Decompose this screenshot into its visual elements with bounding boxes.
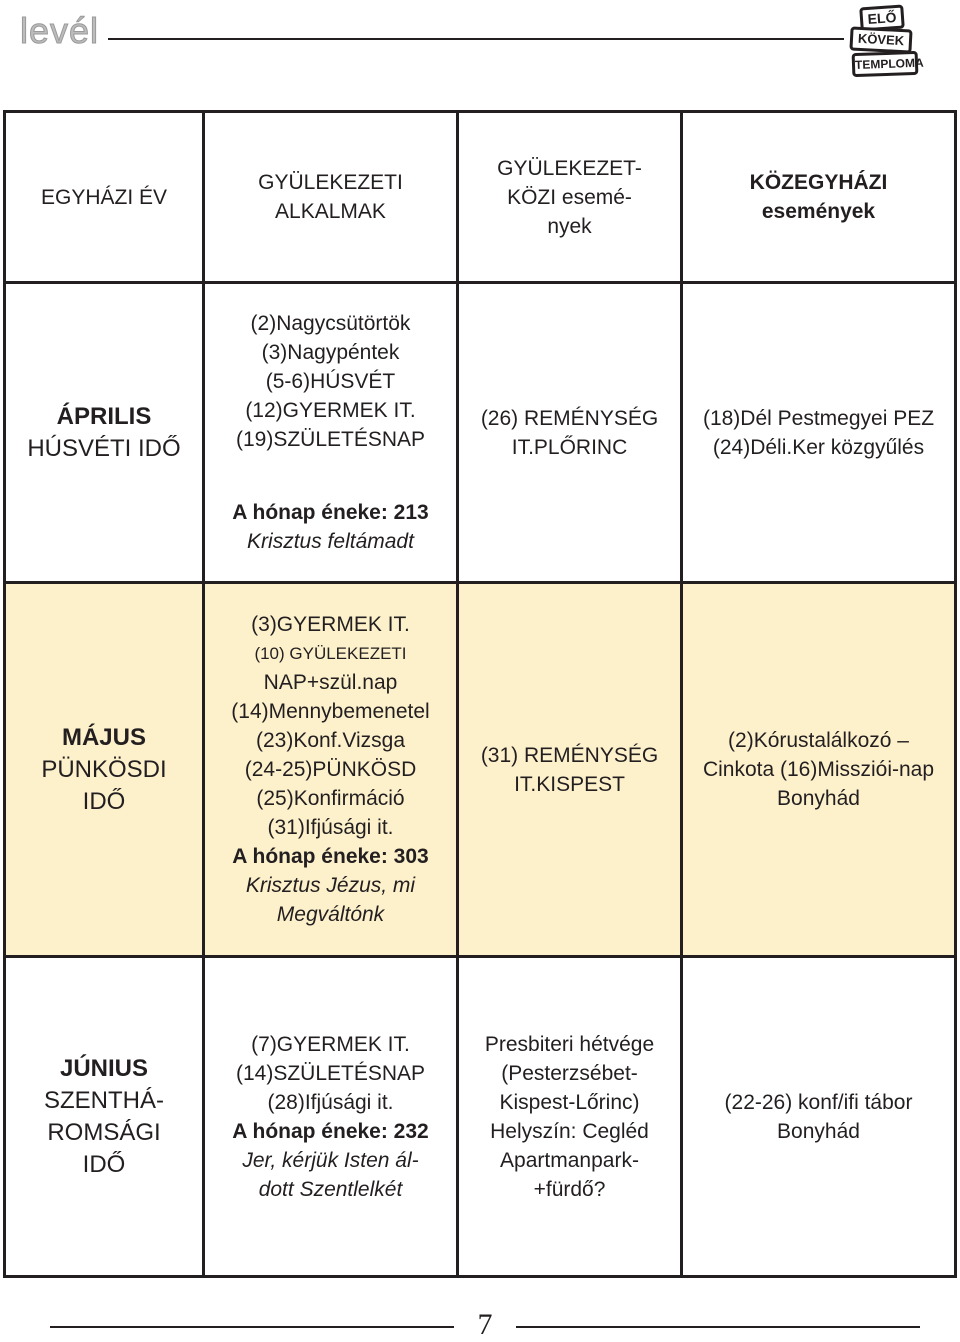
month-label: ÁPRILIS [56,402,152,430]
event-item: Bonyhád [777,787,860,810]
column-header-public-church: KÖZEGYHÁZI események [683,110,957,284]
event-item: Apartmanpark- [500,1148,639,1172]
month-label: JÚNIUS [59,1054,149,1082]
logo-plate: ELŐ [859,4,905,31]
monthly-song-name: Krisztus Jézus, mi [245,874,416,897]
month-cell [3,958,205,1278]
season-label: SZENTHÁ- [44,1086,164,1114]
monthly-song-title: A hónap éneke: 232 [232,1119,429,1143]
event-item: (3)Nagypéntek [261,341,400,364]
event-item: (18)Dél Pestmegyei PEZ [702,406,935,430]
event-item: (24)Déli.Ker közgyűlés [712,435,925,459]
table-header-row [3,110,957,284]
event-item: (14)SZÜLETÉSNAP [235,1061,426,1085]
inter-congregation-events-cell [459,584,683,958]
event-item: (31) REMÉNYSÉG [480,743,659,767]
event-item: (31)Ifjúsági it. [267,816,394,839]
table-row [3,284,957,584]
inter-congregation-events-cell [459,958,683,1278]
event-item: (28)Ifjúsági it. [267,1090,394,1114]
event-item: (24-25)PÜNKÖSD [244,758,417,781]
monthly-song-name: Jer, kérjük Isten ál- [242,1148,419,1172]
events-calendar-table [3,110,957,1278]
congregation-events-cell [205,584,459,958]
month-cell [3,284,205,584]
event-item: +fürdő? [533,1177,606,1201]
event-item: Helyszín: Cegléd [490,1119,649,1143]
season-label: HÚSVÉTI IDŐ [27,434,181,462]
column-header-inter-congregation: GYÜLEKEZET- KÖZI esemé- nyek [459,110,683,284]
section-title: levél [20,10,100,51]
footer-divider-right [516,1326,920,1328]
monthly-song-name: dott Szentlelkét [258,1177,403,1201]
event-item: (2)Nagycsütörtök [250,312,411,335]
header-divider [108,38,844,40]
monthly-song-name: Megváltónk [276,903,385,926]
table-row [3,584,957,958]
monthly-song-title: A hónap éneke: 303 [232,845,429,868]
event-item: (3)GYERMEK IT. [251,613,410,636]
event-item: IT.PLŐRINC [511,435,628,459]
event-item: (25)Konfirmáció [256,787,405,810]
footer-divider-left [50,1326,454,1328]
event-item: (26) REMÉNYSÉG [480,406,659,430]
event-item: (14)Mennybemenetel [231,700,430,723]
event-item: (2)Kórustalálkozó – [728,729,909,752]
monthly-song-name: Krisztus feltámadt [247,530,414,553]
event-item: Cinkota (16)Missziói-nap [702,758,935,781]
event-item: Presbiteri hétvége [484,1032,655,1056]
season-label: IDŐ [82,787,126,815]
season-label: IDŐ [82,1150,126,1178]
monthly-song-title: A hónap éneke: 213 [232,501,429,524]
season-label: ROMSÁGI [47,1118,161,1146]
event-item: (19)SZÜLETÉSNAP [235,428,426,451]
event-item: IT.KISPEST [514,772,625,796]
event-item: (Pesterzsébet- [501,1061,638,1085]
column-header-church-year: EGYHÁZI ÉV [3,110,205,284]
event-item: (5-6)HÚSVÉT [265,370,396,393]
event-item: (23)Konf.Vizsga [255,729,406,752]
event-item: Kispest-Lőrinc) [499,1090,640,1114]
month-cell [3,584,205,958]
logo-plate: KÖVEK [849,26,912,53]
table-row [3,958,957,1278]
event-item: NAP+szül.nap [263,671,398,694]
event-item: (7)GYERMEK IT. [251,1032,410,1056]
congregation-events-cell [205,958,459,1278]
season-label: PÜNKÖSDI [41,755,167,783]
public-church-events-cell [683,584,957,958]
event-item: (12)GYERMEK IT. [245,399,416,422]
column-header-congregation: GYÜLEKEZETI ALKALMAK [205,110,459,284]
event-item: (10) GYÜLEKEZETI [254,644,407,663]
church-logo [846,4,924,78]
congregation-events-cell [205,284,459,584]
public-church-events-cell [683,958,957,1278]
page-number: 7 [477,1308,493,1341]
month-label: MÁJUS [61,723,146,751]
event-item: (22-26) konf/ifi tábor [724,1090,913,1114]
event-item: Bonyhád [777,1119,860,1143]
logo-plate: TEMPLOMA [852,51,919,77]
inter-congregation-events-cell [459,284,683,584]
public-church-events-cell [683,284,957,584]
